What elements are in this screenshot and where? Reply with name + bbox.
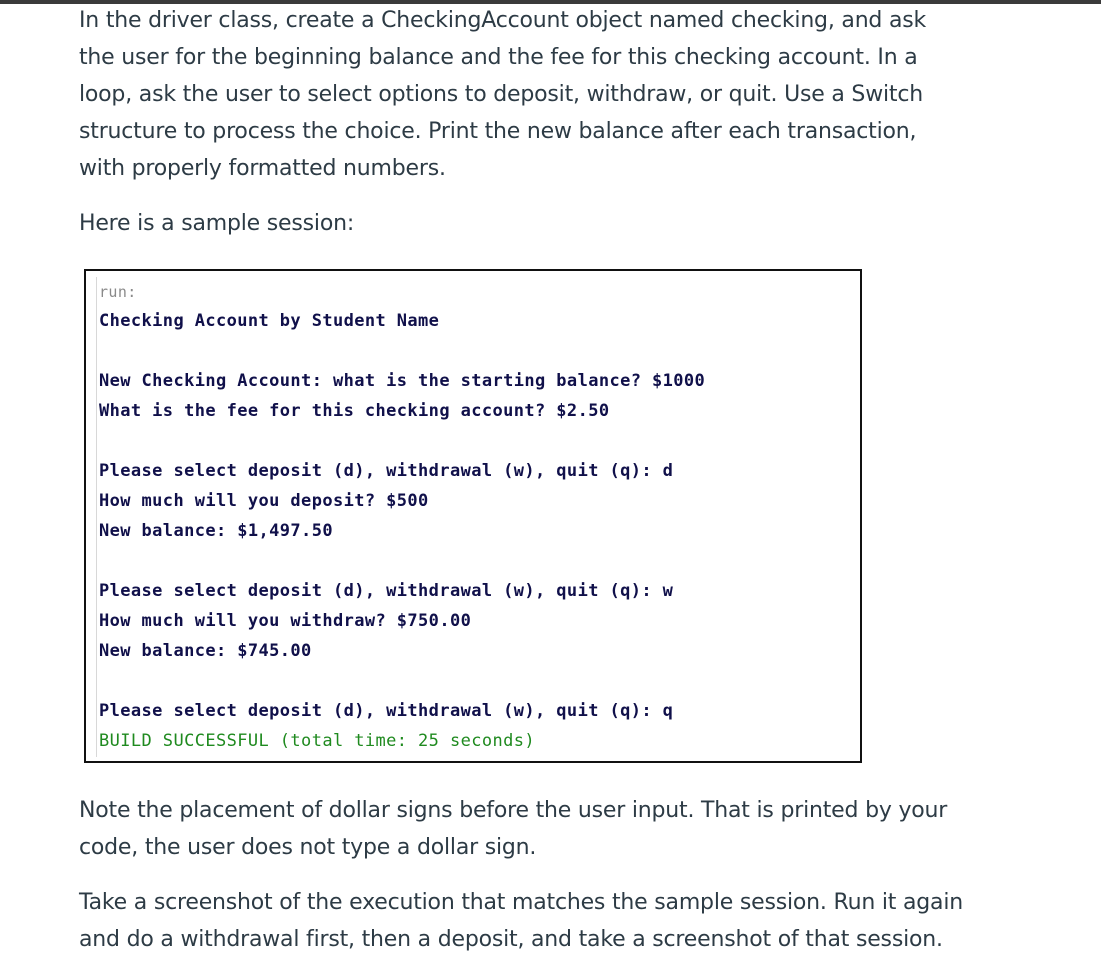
console-line: How much will you deposit? $500 — [99, 491, 429, 511]
console-line: Please select deposit (d), withdrawal (w), quit (q): w — [99, 581, 674, 601]
console-line: How much will you withdraw? $750.00 — [99, 611, 472, 631]
console-line: New Checking Account: what is the starting balance? $1000 — [99, 371, 706, 391]
sample-session-heading: Here is a sample session: — [79, 211, 355, 236]
console-run-label: run: — [99, 283, 137, 301]
intro-paragraph: In the driver class, create a CheckingAccount object named checking, and ask the user for the beginning balance and the fee for this checking account. In a loop, ask the user to select options to deposit, withdraw, or quit. Use a Switch structure to process the choice. Print the new balance after each transaction, with properly formatted numbers. — [79, 8, 927, 181]
sample-session-console — [84, 269, 862, 763]
console-line: Please select deposit (d), withdrawal (w), quit (q): d — [99, 461, 674, 481]
console-line: New balance: $1,497.50 — [99, 521, 333, 541]
console-output — [96, 277, 857, 757]
console-build-status: BUILD SUCCESSFUL (total time: 25 seconds) — [99, 731, 536, 751]
console-line: Please select deposit (d), withdrawal (w), quit (q): q — [99, 701, 674, 721]
instruction-paragraph: Take a screenshot of the execution that matches the sample session. Run it again and do a withdrawal first, then a deposit, and take a screenshot of that session. — [79, 890, 963, 952]
console-line: Checking Account by Student Name — [99, 311, 440, 331]
console-line: What is the fee for this checking account? $2.50 — [99, 401, 610, 421]
console-line: New balance: $745.00 — [99, 641, 312, 661]
note-paragraph: Note the placement of dollar signs before the user input. That is printed by your code, the user does not type a dollar sign. — [79, 798, 948, 860]
